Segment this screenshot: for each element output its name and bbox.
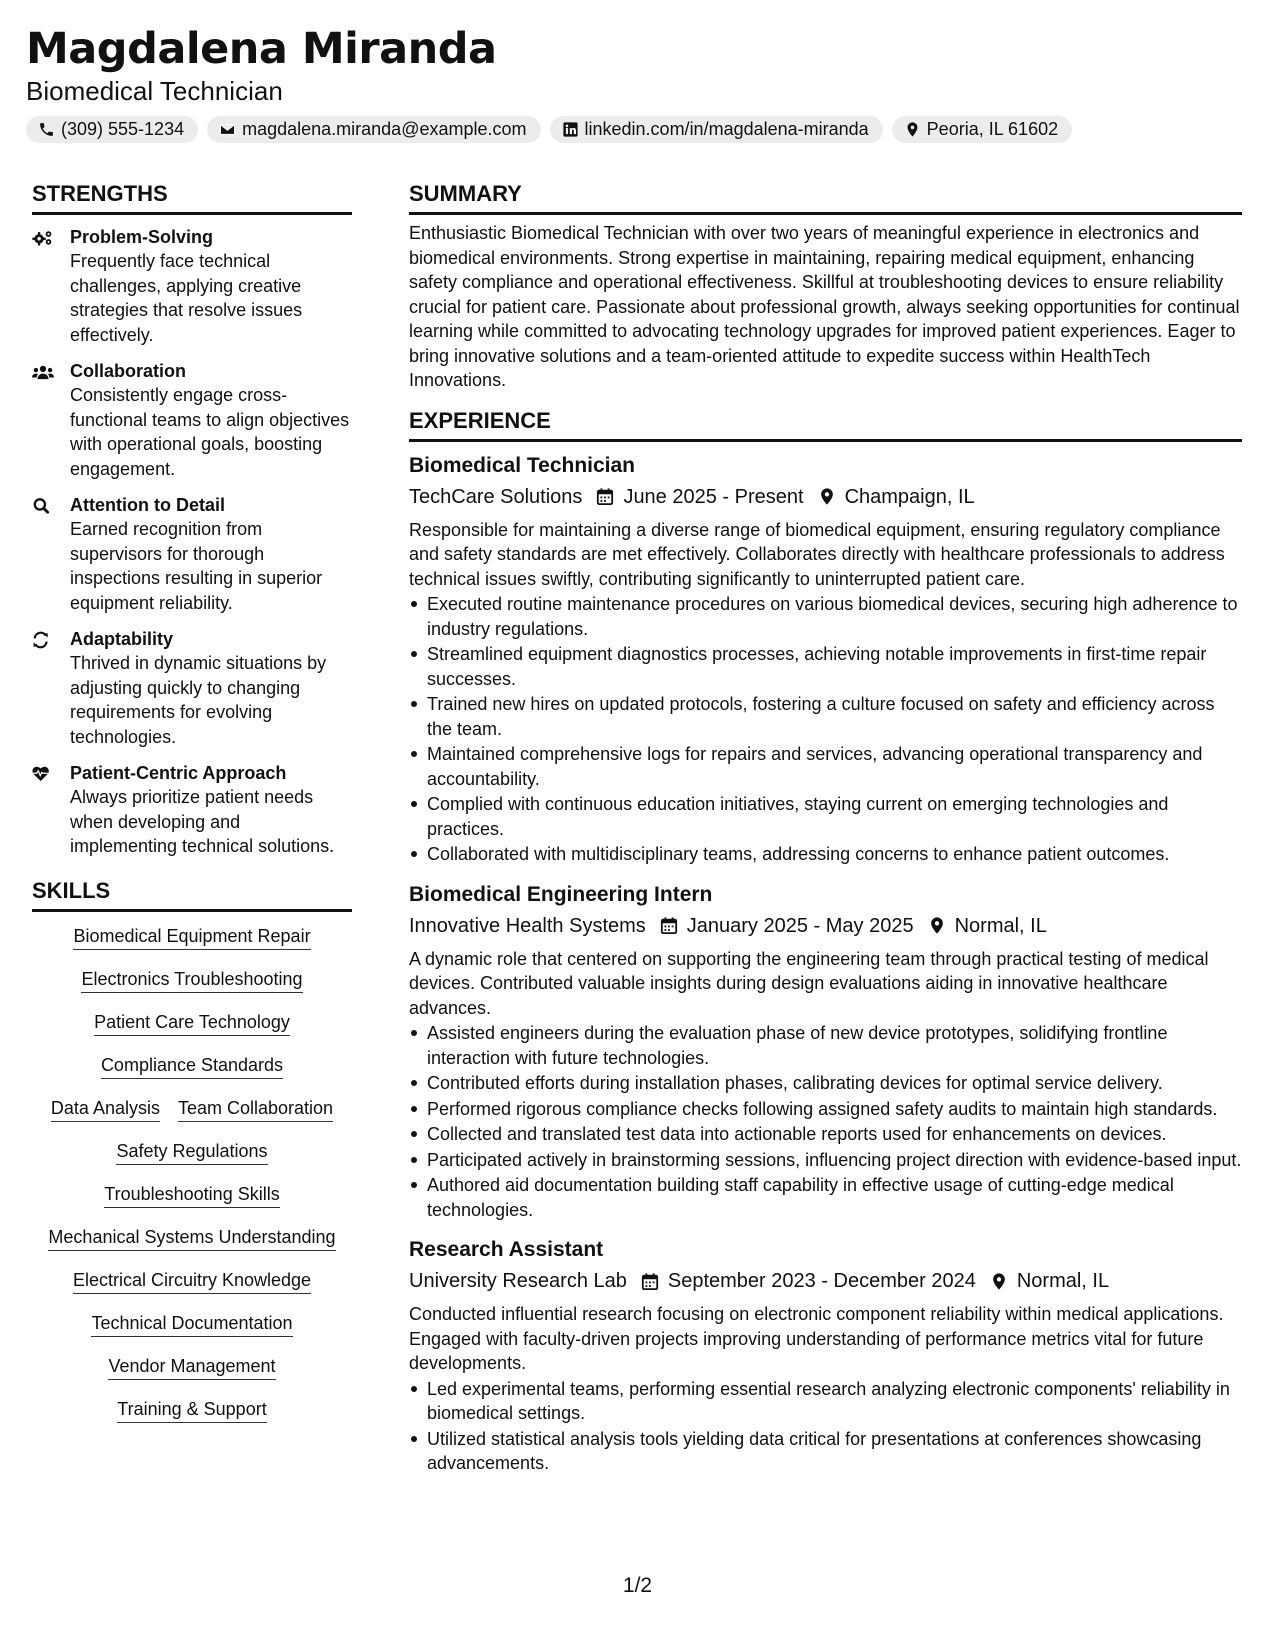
job-location: Normal, IL (1016, 1270, 1110, 1292)
strength-title: Attention to Detail (70, 495, 225, 515)
skill-tag: Electrical Circuitry Knowledge (73, 1268, 311, 1294)
job-bullet: Contributed efforts during installation phases, calibrating devices for optimal service delivery. (409, 1071, 1242, 1096)
job-bullet: Participated actively in brainstorming sessions, influencing project direction with evidence-based input. (409, 1148, 1242, 1173)
linkedin-icon (562, 121, 579, 138)
contact-email-text: magdalena.miranda@example.com (242, 119, 527, 139)
skill-tag: Training & Support (117, 1397, 266, 1423)
job-bullets (409, 1377, 1242, 1476)
job-dates: January 2025 - May 2025 (686, 914, 914, 937)
skills-list (32, 924, 352, 1440)
job-bullet: Streamlined equipment diagnostics processes, achieving notable improvements in first-time repair successes. (409, 642, 1242, 691)
right-column (409, 180, 1242, 1477)
skill-tag: Team Collaboration (178, 1096, 333, 1122)
calendar-icon (596, 487, 614, 506)
contact-location-text: Peoria, IL 61602 (926, 119, 1059, 139)
skill-tag: Troubleshooting Skills (104, 1182, 279, 1208)
strength-title: Patient-Centric Approach (70, 763, 287, 783)
experience-entry (409, 452, 1242, 867)
page-number: 1/2 (622, 1574, 653, 1597)
contact-phone[interactable] (26, 116, 198, 143)
skill-tag: Electronics Troubleshooting (81, 967, 302, 993)
strength-item (32, 627, 352, 749)
job-title: Biomedical Technician (409, 453, 636, 477)
strength-item (32, 493, 352, 615)
job-meta (409, 483, 1242, 511)
refresh-icon (32, 631, 54, 649)
job-location: Champaign, IL (844, 485, 975, 508)
contact-linkedin-text: linkedin.com/in/magdalena-miranda (584, 119, 869, 139)
candidate-name: Magdalena Miranda (26, 24, 497, 74)
job-meta (409, 1267, 1242, 1295)
calendar-icon (641, 1272, 659, 1291)
job-bullet: Trained new hires on updated protocols, fostering a culture focused on safety and efficiency across the team. (409, 692, 1242, 741)
job-bullets (409, 592, 1242, 867)
strength-title: Collaboration (70, 361, 186, 381)
skill-tag: Biomedical Equipment Repair (73, 924, 310, 950)
strength-item (32, 359, 352, 481)
resume-header (26, 22, 1246, 143)
map-pin-icon (990, 1272, 1008, 1291)
phone-icon (38, 121, 55, 138)
job-description: A dynamic role that centered on supporting the engineering team through practical testing of medical devices. Contributed valuable insights during design evaluations aiding in innovative healthcare advances. (409, 948, 1209, 1018)
job-bullet: Assisted engineers during the evaluation phase of new device prototypes, solidifying frontline interaction with future technologies. (409, 1021, 1242, 1070)
skills-heading: SKILLS (32, 877, 352, 912)
job-company: TechCare Solutions (409, 485, 583, 508)
job-description: Responsible for maintaining a diverse range of biomedical equipment, ensuring regulatory compliance and safety standards are met effectively. Collaborates directly with healthcare professionals to address technical issues swiftly, contributing significantly to uninterrupted patient care. (409, 519, 1225, 589)
job-bullet: Utilized statistical analysis tools yielding data critical for presentations at conferences showcasing advancements. (409, 1427, 1242, 1476)
skill-tag: Mechanical Systems Understanding (48, 1225, 335, 1251)
users-icon (32, 363, 54, 381)
contact-email[interactable] (207, 116, 540, 143)
skill-tag: Patient Care Technology (94, 1010, 290, 1036)
gears-icon (32, 229, 54, 247)
skill-tag: Vendor Management (108, 1354, 275, 1380)
left-column (32, 180, 352, 1440)
job-title: Research Assistant (409, 1238, 604, 1261)
calendar-icon (660, 916, 678, 935)
job-dates: June 2025 - Present (623, 485, 804, 508)
experience-heading: EXPERIENCE (409, 407, 1242, 442)
job-company: University Research Lab (409, 1270, 627, 1292)
strength-title: Problem-Solving (70, 227, 214, 247)
contact-location (892, 116, 1072, 143)
magnifier-icon (32, 497, 54, 515)
heart-pulse-icon (32, 765, 54, 783)
contact-linkedin[interactable] (550, 116, 883, 143)
summary-heading: SUMMARY (409, 180, 1242, 215)
strength-item (32, 761, 352, 859)
job-description: Conducted influential research focusing on electronic component reliability within medical applications. Engaged with faculty-driven projects improving understanding of performance metrics vital for future developments. (409, 1304, 1224, 1373)
job-bullet: Collaborated with multidisciplinary teams, addressing concerns to enhance patient outcomes. (409, 842, 1242, 867)
map-pin-icon (904, 121, 921, 138)
candidate-headline: Biomedical Technician (26, 76, 283, 106)
experience-entry (409, 881, 1242, 1223)
job-dates: September 2023 - December 2024 (667, 1270, 976, 1292)
map-pin-icon (928, 916, 946, 935)
envelope-icon (219, 121, 236, 138)
job-title: Biomedical Engineering Intern (409, 882, 713, 906)
strength-description: Consistently engage cross-functional teams to align objectives with operational goals, boosting engagement. (70, 385, 350, 479)
contact-phone-text: (309) 555-1234 (61, 119, 185, 139)
strengths-list (32, 225, 352, 859)
job-bullet: Collected and translated test data into actionable reports used for enhancements on devices. (409, 1122, 1242, 1147)
job-bullet: Performed rigorous compliance checks following assigned safety audits to maintain high standards. (409, 1097, 1242, 1122)
job-bullet: Maintained comprehensive logs for repairs and services, advancing operational transparency and accountability. (409, 742, 1242, 791)
job-bullets (409, 1021, 1242, 1222)
summary-text: Enthusiastic Biomedical Technician with over two years of meaningful experience in electronics and biomedical environments. Strong expertise in maintaining, repairing medical equipment, enhancing safety compliance and operational effectiveness. Skillful at troubleshooting devices to ensure reliability crucial for patient care. Passionate about professional growth, always seeking opportunities for continual learning while committed to advocating technology upgrades for improved patient experiences. Eager to bring innovative solutions and a team-oriented attitude to expedite success within HealthTech Innovations. (409, 223, 1240, 390)
skill-tag: Safety Regulations (116, 1139, 267, 1165)
strength-description: Always prioritize patient needs when developing and implementing technical solutions. (70, 787, 335, 856)
job-location: Normal, IL (954, 914, 1047, 937)
job-bullet: Authored aid documentation building staff capability in effective usage of cutting-edge medical technologies. (409, 1173, 1242, 1222)
strength-title: Adaptability (70, 629, 174, 649)
job-bullet: Complied with continuous education initiatives, staying current on emerging technologies and practices. (409, 792, 1242, 841)
strength-description: Earned recognition from supervisors for thorough inspections resulting in superior equipment reliability. (70, 519, 323, 613)
contact-bar (26, 116, 1246, 143)
map-pin-icon (818, 487, 836, 506)
job-company: Innovative Health Systems (409, 914, 646, 937)
job-bullet: Executed routine maintenance procedures on various biomedical devices, securing high adherence to industry regulations. (409, 592, 1242, 641)
strength-item (32, 225, 352, 347)
job-bullet: Led experimental teams, performing essential research analyzing electronic components' reliability in biomedical settings. (409, 1377, 1242, 1426)
skill-tag: Technical Documentation (91, 1311, 292, 1337)
strengths-heading: STRENGTHS (32, 180, 352, 215)
skill-tag: Data Analysis (51, 1096, 160, 1122)
skill-tag: Compliance Standards (101, 1053, 283, 1079)
strength-description: Frequently face technical challenges, applying creative strategies that resolve issues effectively. (70, 251, 303, 345)
job-meta (409, 912, 1242, 940)
experience-entry (409, 1236, 1242, 1476)
strength-description: Thrived in dynamic situations by adjusting quickly to changing requirements for evolving technologies. (70, 653, 327, 747)
